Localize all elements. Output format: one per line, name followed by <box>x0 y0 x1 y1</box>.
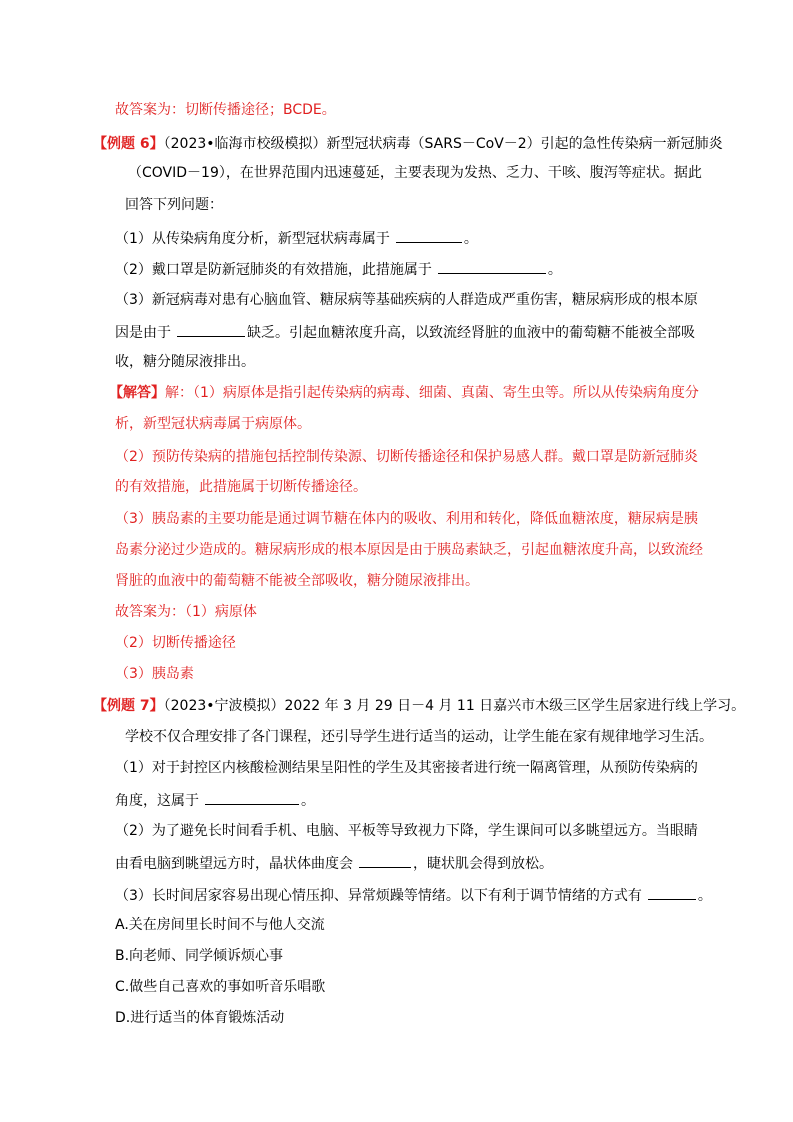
option-a: A.关在房间里长时间不与他人交流 <box>115 917 325 933</box>
answer-blank <box>205 790 299 805</box>
answer-blank <box>648 885 696 900</box>
example-7-question-1-b <box>115 790 315 810</box>
example-7-line-2: 学校不仅合理安排了各门课程，还引导学生进行适当的运动，让学生能在家有规律地学习生活。 <box>125 729 713 745</box>
question-end: 。 <box>463 231 478 247</box>
example-6-question-3-b <box>115 322 695 342</box>
answer-line-2: （2）切断传播途径 <box>115 635 236 651</box>
example-6-intro-1: （2023•临海市校级模拟）新型冠状病毒（SARS－CoV－2）引起的急性传染病一新冠肺炎 <box>163 136 723 152</box>
example-7-question-2-a: （2）为了避免长时间看手机、电脑、平板等导致视力下降，学生课间可以多眺望远方。当眼睛 <box>115 823 698 839</box>
example-6-question-3-a: （3）新冠病毒对患有心脑血管、糖尿病等基础疾病的人群造成严重伤害，糖尿病形成的根本原 <box>115 292 698 308</box>
example-6-line-2: （COVID－19），在世界范围内迅速蔓延，主要表现为发热、乏力、干咳、腹泻等症状。据此 <box>128 165 702 181</box>
option-d: D.进行适当的体育锻炼活动 <box>115 1010 285 1026</box>
solution-line-5: （3）胰岛素的主要功能是通过调节糖在体内的吸收、利用和转化，降低血糖浓度，糖尿病是胰 <box>115 511 698 527</box>
example-7-line-1 <box>93 697 745 715</box>
question-text: 由看电脑到眺望远方时，晶状体曲度会 <box>115 856 353 872</box>
solution-line-2: 析，新型冠状病毒属于病原体。 <box>115 416 311 432</box>
question-text: （2）戴口罩是防新冠肺炎的有效措施，此措施属于 <box>115 262 432 278</box>
solution-line-6: 岛素分泌过少造成的。糖尿病形成的根本原因是由于胰岛素缺乏，引起血糖浓度升高，以致流经 <box>115 542 703 558</box>
example-6-label: 【例题 6】 <box>93 136 164 152</box>
example-6-question-1 <box>115 228 478 248</box>
solution-line-7: 肾脏的血液中的葡萄糖不能被全部吸收，糖分随尿液排出。 <box>115 573 479 589</box>
example-7-question-1-a: （1）对于封控区内核酸检测结果呈阳性的学生及其密接者进行统一隔离管理，从预防传染病的 <box>115 760 698 776</box>
question-end: 。 <box>697 888 712 904</box>
example-7-label: 【例题 7】 <box>93 698 164 714</box>
example-6-line-3: 回答下列问题： <box>125 197 223 213</box>
answer-line-1: 故答案为：（1）病原体 <box>115 604 257 620</box>
example-7-question-2-b <box>115 853 553 873</box>
option-b: B.向老师、同学倾诉烦心事 <box>115 948 284 964</box>
question-text: 角度，这属于 <box>115 793 199 809</box>
question-text: 因是由于 <box>115 325 171 341</box>
answer-blank <box>396 228 462 243</box>
solution-line-1 <box>109 384 699 402</box>
example-6-line-1 <box>93 135 723 153</box>
solution-line-3: （2）预防传染病的措施包括控制传染源、切断传播途径和保护易感人群。戴口罩是防新冠肺炎 <box>115 449 698 465</box>
answer-blank <box>359 853 411 868</box>
question-text: ，睫状肌会得到放松。 <box>413 856 553 872</box>
question-text: （1）从传染病角度分析，新型冠状病毒属于 <box>115 231 390 247</box>
answer-line-3: （3）胰岛素 <box>115 666 194 682</box>
example-6-question-3-c: 收，糖分随尿液排出。 <box>115 354 255 370</box>
answer-blank <box>438 259 546 274</box>
question-text: 缺乏。引起血糖浓度升高，以致流经肾脏的血液中的葡萄糖不能被全部吸 <box>247 325 695 341</box>
example-7-intro-1: （2023•宁波模拟）2022 年 3 月 29 日－4 月 11 日嘉兴市木级三区学生居家进行线上学习。 <box>163 698 746 714</box>
question-text: （3）长时间居家容易出现心情压抑、异常烦躁等情绪。以下有利于调节情绪的方式有 <box>115 888 642 904</box>
question-end: 。 <box>547 262 562 278</box>
solution-line-4: 的有效措施，此措施属于切断传播途径。 <box>115 479 367 495</box>
answer-blank <box>177 322 245 337</box>
solution-text: 解：（1）病原体是指引起传染病的病毒、细菌、真菌、寄生虫等。所以从传染病角度分 <box>165 385 699 401</box>
example-6-question-2 <box>115 259 562 279</box>
solution-label: 【解答】 <box>109 385 165 401</box>
option-c: C.做些自己喜欢的事如听音乐唱歌 <box>115 979 326 995</box>
example-7-question-3 <box>115 885 712 905</box>
previous-answer-line: 故答案为：切断传播途径；BCDE。 <box>115 102 336 118</box>
question-end: 。 <box>301 793 315 809</box>
